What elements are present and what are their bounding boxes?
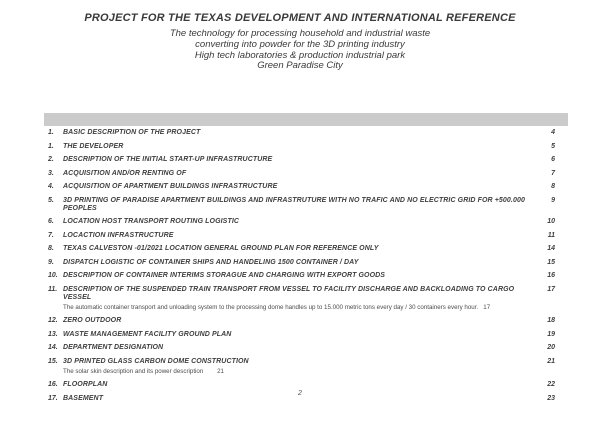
toc-item-page: 8 [551, 183, 555, 190]
toc-item-page: 4 [551, 129, 555, 136]
toc-row[interactable] [48, 259, 555, 267]
toc-row-line [48, 197, 555, 213]
toc-item-number: 16. [48, 381, 58, 388]
toc-item-page: 16 [547, 272, 555, 279]
toc-item-number: 1. [48, 129, 54, 136]
toc-item-number: 6. [48, 218, 54, 225]
toc-item-title: DESCRIPTION OF CONTAINER INTERIMS STORAGUE AND CHARGING WITH EXPORT GOODS [63, 272, 386, 279]
toc-row-line [48, 156, 555, 164]
toc-row[interactable] [48, 218, 555, 226]
toc-row[interactable] [48, 197, 555, 213]
toc-row-line [48, 331, 555, 339]
toc-row[interactable] [48, 358, 555, 376]
toc-item-title: DEPARTMENT DESIGNATION [63, 344, 164, 351]
toc-item-page: 14 [547, 245, 555, 252]
toc-item-number: 5. [48, 196, 54, 204]
toc-item-title: ACQUISITION OF APARTMENT BUILDINGS INFRASTRUCTURE [63, 183, 278, 190]
toc-item-number: 13. [48, 330, 58, 338]
document-subtitle-line-4: Green Paradise City [257, 60, 343, 72]
toc-item-page: 11 [547, 231, 555, 239]
toc-item-title: FLOORPLAN [63, 381, 108, 388]
toc-item-number: 8. [48, 245, 54, 252]
toc-row-line [48, 272, 555, 280]
toc-item-number: 9. [48, 258, 54, 266]
toc-row-line [48, 245, 555, 253]
document-title: PROJECT FOR THE TEXAS DEVELOPMENT AND INTERNATIONAL REFERENCE [84, 12, 516, 24]
toc-item-number: 3. [48, 169, 54, 177]
toc-item-number: 2. [48, 156, 54, 163]
toc-item-number: 12. [48, 317, 58, 324]
toc-row-line [48, 183, 555, 191]
toc-item-title: DESCRIPTION OF THE SUSPENDED TRAIN TRANSPORT FROM VESSEL TO FACILITY DISCHARGE AND BACKLOADING TO CARGO VESSEL [63, 285, 515, 301]
toc-item-number: 14. [48, 344, 58, 351]
toc-item-page: 7 [551, 169, 555, 177]
toc-row-line [48, 344, 555, 352]
toc-item-number: 17. [48, 394, 58, 402]
toc-row[interactable] [48, 344, 555, 352]
toc-item-title: ZERO OUTDOOR [63, 317, 122, 324]
table-of-contents [48, 129, 555, 408]
toc-section-bar [44, 113, 568, 126]
toc-item-page: 22 [547, 381, 555, 388]
toc-row[interactable] [48, 143, 555, 151]
toc-item-page: 15 [547, 258, 555, 266]
toc-row-line [48, 143, 555, 151]
toc-row[interactable] [48, 381, 555, 389]
toc-item-title: 3D PRINTED GLASS CARBON DOME CONSTRUCTION [63, 357, 249, 365]
toc-item-title: ACQUISITION AND/OR RENTING OF [63, 169, 187, 177]
toc-row[interactable] [48, 183, 555, 191]
toc-item-title: BASIC DESCRIPTION OF THE PROJECT [63, 129, 201, 136]
toc-item-title: DISPATCH LOGISTIC OF CONTAINER SHIPS AND HANDELING 1500 CONTAINER / DAY [63, 258, 359, 266]
toc-item-title: 3D PRINTING OF PARADISE APARTMENT BUILDINGS AND INFRASTRUTURE WITH NO TRAFIC AND NO ELECTRIC GRID FOR +500.000 PEOPLES [63, 196, 525, 212]
toc-row[interactable] [48, 331, 555, 339]
toc-row-line [48, 218, 555, 226]
toc-item-page: 9 [551, 196, 555, 204]
toc-item-page: 18 [547, 317, 555, 324]
toc-row[interactable] [48, 129, 555, 137]
toc-item-title: LOCACTION INFRASTRUCTURE [63, 231, 174, 239]
toc-row-line [48, 317, 555, 325]
toc-item-number: 4. [48, 183, 54, 190]
toc-row[interactable] [48, 232, 555, 240]
toc-item-number: 11. [48, 285, 58, 293]
toc-item-page: 21 [547, 357, 555, 365]
page-number: 2 [298, 390, 302, 397]
toc-row[interactable] [48, 170, 555, 178]
toc-item-subtext: The solar skin description and its power description 21 [63, 367, 224, 375]
toc-row[interactable] [48, 272, 555, 280]
toc-item-page: 10 [547, 218, 555, 225]
toc-row-line [48, 381, 555, 389]
toc-item-number: 7. [48, 231, 54, 239]
toc-item-page: 20 [547, 344, 555, 351]
toc-item-page: 5 [551, 142, 555, 150]
toc-item-page: 6 [551, 156, 555, 163]
document-subtitle-line-3: High tech laboratories & production industrial park [194, 49, 406, 61]
toc-item-title: DESCRIPTION OF THE INITIAL START-UP INFRASTRUCTURE [63, 156, 273, 163]
document-subtitle-line-2: converting into powder for the 3D printing industry [195, 38, 405, 50]
toc-row-line [48, 232, 555, 240]
toc-item-title: BASEMENT [63, 394, 104, 402]
toc-item-title: TEXAS CALVESTON -01/2021 LOCATION GENERAL GROUND PLAN FOR REFERENCE ONLY [63, 245, 379, 252]
toc-item-number: 1. [48, 142, 54, 150]
toc-item-number: 10. [48, 272, 58, 279]
toc-row-line [48, 129, 555, 137]
toc-item-page: 17 [547, 285, 555, 293]
toc-item-subtext: The automatic container transport and unloading system to the processing dome handles up to 15.000 metric tons every day / 30 containers every hour. 17 [63, 303, 491, 311]
toc-item-title: THE DEVELOPER [63, 142, 124, 150]
toc-row-line [48, 259, 555, 267]
toc-row[interactable] [48, 245, 555, 253]
document-subtitle-line-1: The technology for processing household and industrial waste [169, 28, 431, 39]
toc-item-number: 15. [48, 357, 58, 365]
toc-row[interactable] [48, 156, 555, 164]
toc-item-title: LOCATION HOST TRANSPORT ROUTING LOGISTIC [63, 218, 240, 225]
toc-item-page: 23 [547, 394, 555, 402]
toc-item-title: WASTE MANAGEMENT FACILITY GROUND PLAN [63, 330, 232, 338]
toc-row-line [48, 170, 555, 178]
toc-row-line [48, 286, 555, 302]
toc-row-line [48, 358, 555, 366]
toc-row[interactable] [48, 317, 555, 325]
document-header [0, 12, 600, 72]
toc-item-page: 19 [547, 330, 555, 338]
toc-row[interactable] [48, 286, 555, 312]
